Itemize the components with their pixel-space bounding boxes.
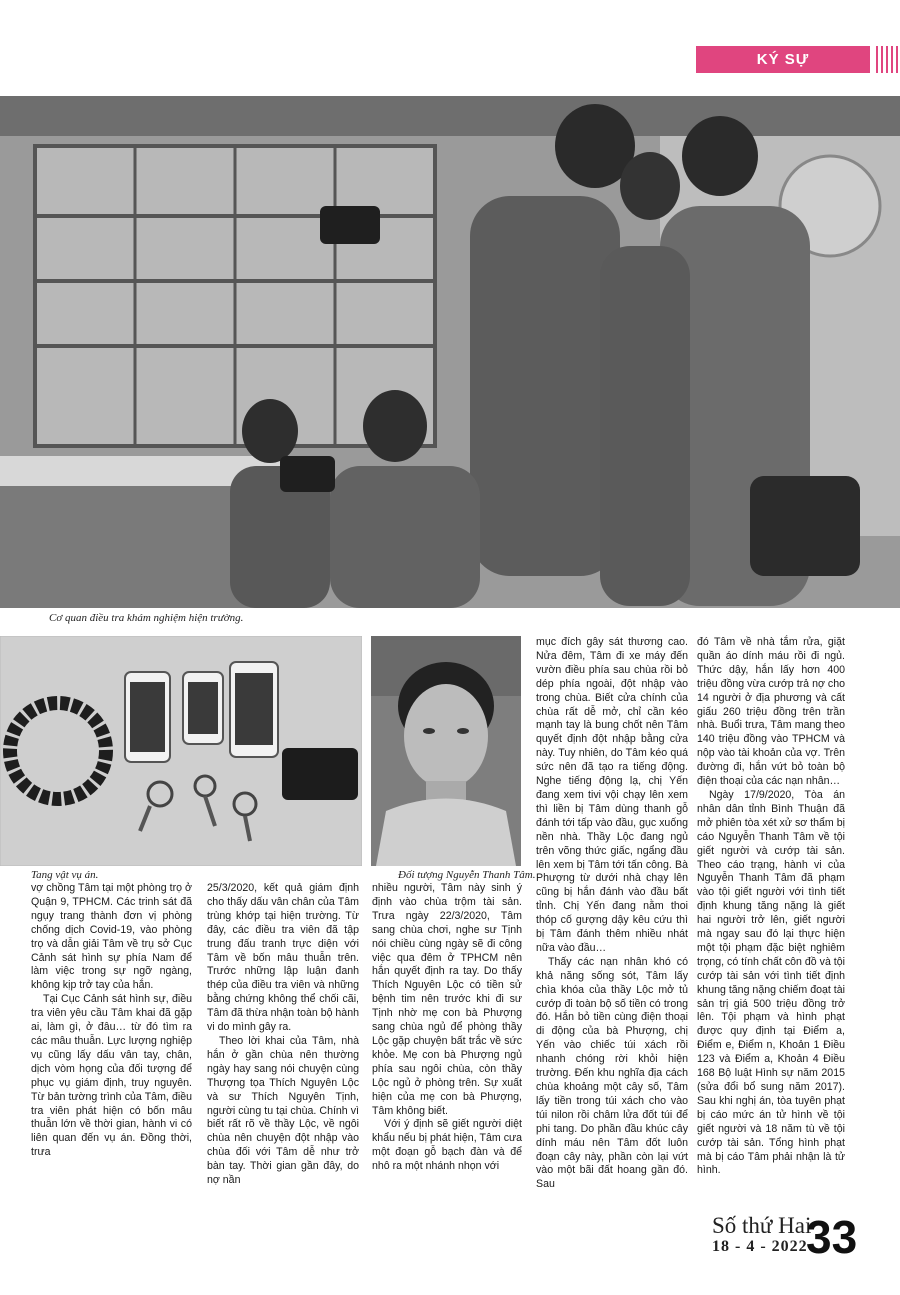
page-number: 33: [806, 1211, 858, 1263]
evidence-photo: [0, 636, 362, 866]
evidence-photo-caption: Tang vật vụ án.: [31, 869, 99, 881]
paragraph: Tại Cục Cảnh sát hình sự, điều tra viên yêu cầu Tâm khai đã gặp ai, làm gì, ở đâu… từ đó tìm ra các mâu thuẫn. Lực lượng nghiệp vụ cũng lấy dấu vân tay, chân, dịch vòm họng của đối tượng để phục vụ giám định, truy nguyên. Từ bản tường trình của Tâm, điều tra viên phát hiện có bốn mâu thuẫn lớn về thời gian, hành vi có liên quan đến vụ án. Đồng thời, trưa: [31, 993, 192, 1159]
paragraph: mục đích gây sát thương cao. Nửa đêm, Tâm đi xe máy đến vườn điều phía sau chùa rồi bỏ dép phía ngoài, đột nhập vào trong chùa. Biết cửa chính của chùa rất dễ mở, chỉ cần kéo mạnh tay là bung chốt nên Tâm quyết định đột nhập bằng cửa này. Tuy nhiên, do Tâm kéo quá sức nên đã tạo ra tiếng động. Nghe tiếng động lạ, chị Yến đang xem tivi vội chạy lên xem thì liền bị Tâm dùng thanh gỗ đánh tới tấp vào đầu, gục xuống nền nhà. Thầy Lộc đang ngủ trên võng thức giấc, ngẩng đầu lên xem bị Tâm tới tấn công. Bà Phượng từ dưới nhà chạy lên cũng bị hắn đánh vào đầu bất tỉnh. Chị Yến đang nằm thoi thóp cố gượng dậy kêu cứu thì bị Tâm đánh thêm nhiều nhát nữa vào đầu…: [536, 636, 688, 954]
publication-name: Số thứ Hai: [712, 1213, 812, 1238]
decorative-stripes: [876, 46, 900, 73]
article-column-3: [372, 882, 522, 1174]
paragraph: nhiều người, Tâm này sinh ý định vào chùa trộm tài sản. Trưa ngày 22/3/2020, Tâm sang chùa chơi, nghe sư Tịnh nói chiều cùng ngày sẽ đi công việc qua đêm ở TPHCM nên hắn quyết định ra tay. Do thấy Thích Nguyên Lộc có tiền sử bệnh tim nên trước khi đi sư Tịnh nhờ mẹ con bà Phượng sang chùa ngủ để phòng thầy Lộc gặp chuyện bất trắc về sức khỏe. Mẹ con bà Phượng ngủ phía sau ngôi chùa, còn thầy Lộc ngủ ở phòng trên. Sự xuất hiện của mẹ con bà Phượng, Tâm không biết.: [372, 882, 522, 1117]
article-column-2: [207, 882, 359, 1188]
article-column-5: [697, 636, 845, 1178]
paragraph: Thấy các nạn nhân khó có khả năng sống sót, Tâm lấy chìa khóa của thầy Lộc mở tủ cướp đi toàn bộ số tiền có trong đó. Hắn bỏ tiền cùng điện thoại di động của bà Phượng, chị Yến vào chiếc túi xách rồi nhanh chóng rời khỏi hiện trường. Đến khu nghĩa địa cách chùa khoảng một cây số, Tâm lấy tiền trong túi xách cho vào túi nilon rồi châm lửa đốt túi để phi tang. Do phần đầu khúc cây dính máu nên Tâm đốt luôn đoạn cây này, phần còn lại vứt vào một bãi đất hoang gần đó. Sau: [536, 955, 688, 1191]
section-label: [696, 46, 870, 73]
article-column-4: [536, 636, 688, 1192]
portrait-photo-caption: Đối tượng Nguyễn Thanh Tâm.: [398, 869, 536, 881]
paragraph: Ngày 17/9/2020, Tòa án nhân dân tỉnh Bình Thuận đã mở phiên tòa xét xử sơ thẩm bị cáo Nguyễn Thanh Tâm về tội giết người và cướp tài sản. Theo cáo trạng, hành vi của Nguyễn Thanh Tâm đã phạm vào tội giết người với tình tiết định khung tăng nặng là giết hai người trở lên, giết người mà ngay sau đó lại thực hiện một tội phạm đặc biệt nghiêm trọng, có tính chất côn đồ và tội cướp tài sản với tình tiết định khung tăng nặng chiếm đoạt tài sản trị giá 500 triệu đồng trở lên. Tội phạm và hình phạt được quy định tại Điểm a, Điểm e, Điểm n, Khoản 1 Điều 123 và Điểm a, Khoản 4 Điều 168 Bộ luật Hình sự năm 2015 (sửa đổi bổ sung năm 2017). Sau khi nghị án, tòa tuyên phạt bị cáo mức án tử hình về tội giết người và 18 năm tù về tội cướp tài sản. Tổng hình phạt mà bị cáo Tâm phải nhận là tử hình.: [697, 788, 845, 1177]
portrait-photo: [371, 636, 521, 866]
paragraph: Với ý định sẽ giết người diệt khẩu nếu bị phát hiện, Tâm cưa một đoạn gỗ bạch đàn và để nhô ra một nhánh nhọn với: [372, 1118, 522, 1173]
section-label-text: KÝ SỰ: [756, 51, 810, 68]
main-photo: [0, 96, 900, 608]
main-photo-caption: Cơ quan điều tra khám nghiệm hiện trường.: [49, 612, 244, 624]
paragraph: Theo lời khai của Tâm, nhà hắn ở gần chùa nên thường ngày hay sang nói chuyện cùng Thượng tọa Thích Nguyên Lộc và sư Thích Nguyên Tịnh, người cùng tu tại chùa. Chính vì biết rất rõ về thầy Lộc, về ngôi chùa nên chuyện đột nhập vào chùa đối với Tâm dễ như trở bàn tay. Thời gian gần đây, do nợ nần: [207, 1034, 359, 1187]
paragraph: vợ chồng Tâm tại một phòng trọ ở Quận 9, TPHCM. Các trinh sát đã ngụy trang thành đơn vị phòng chống dịch Covid-19, vào phòng trọ và dẫn giải Tâm về trụ sở Cục Cảnh sát hình sự phía Nam để làm việc trong sự ngỡ ngàng, không kịp trở tay của hắn.: [31, 882, 192, 992]
paragraph: đó Tâm về nhà tắm rửa, giặt quần áo dính máu rồi đi ngủ. Thức dậy, hắn lấy hơn 400 triệu đồng vừa cướp trả nợ cho 14 người ở địa phương và cất giấu 260 triệu đồng trên trần nhà. Buổi trưa, Tâm mang theo 140 triệu đồng vào TPHCM và nộp vào tài khoản của vợ. Trên đường đi, hắn vứt bỏ toàn bộ điện thoại của các nạn nhân…: [697, 636, 845, 788]
publication-date: 18 - 4 - 2022: [712, 1238, 808, 1255]
article-column-1: [31, 882, 192, 1160]
paragraph: 25/3/2020, kết quả giám định cho thấy dấu vân chân của Tâm trùng khớp tại hiện trường. Từ đây, các điều tra viên đã tập trung đấu tranh trực diện với Tâm về bốn mâu thuẫn trên. Trước những lập luận đanh thép của điều tra viên và những bằng chứng không thể chối cãi, Tâm đã thừa nhận toàn bộ hành vi do mình gây ra.: [207, 882, 359, 1034]
